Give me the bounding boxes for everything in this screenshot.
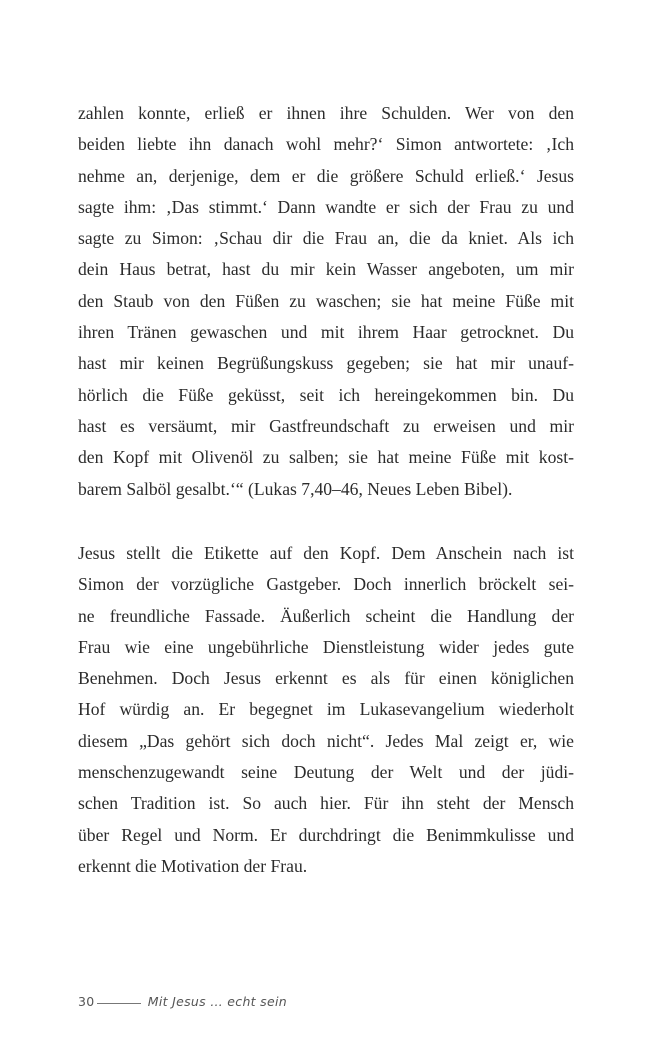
paragraph-2 [78, 538, 574, 882]
footer-rule [97, 1003, 141, 1004]
book-title: Mit Jesus … echt sein [147, 994, 287, 1009]
text-line: Benehmen. Doch Jesus erkennt es als für einen königlichen [78, 668, 574, 689]
text-line: beiden liebte ihn danach wohl mehr?‘ Simon antwortete: ‚Ich [78, 134, 574, 155]
text-line: diesem „Das gehört sich doch nicht“. Jedes Mal zeigt er, wie [78, 730, 574, 751]
text-line: den Kopf mit Olivenöl zu salben; sie hat meine Füße mit kost- [78, 447, 574, 468]
text-line: Hof würdig an. Er begegnet im Lukasevangelium wiederholt [78, 699, 574, 720]
page-number: 30 [78, 994, 95, 1009]
text-line: hast mir keinen Begrüßungskuss gegeben; sie hat mir unauf- [78, 353, 574, 374]
text-line: Simon der vorzügliche Gastgeber. Doch innerlich bröckelt sei- [78, 574, 574, 595]
text-line: Frau wie eine ungebührliche Dienstleistung wider jedes gute [78, 636, 574, 657]
text-line: ihren Tränen gewaschen und mit ihrem Haar getrocknet. Du [78, 322, 574, 343]
text-line: sagte zu Simon: ‚Schau dir die Frau an, die da kniet. Als ich [78, 228, 574, 249]
page-footer [78, 994, 287, 1009]
text-line: schen Tradition ist. So auch hier. Für ihn steht der Mensch [78, 793, 574, 814]
text-line: hörlich die Füße geküsst, seit ich hereingekommen bin. Du [78, 384, 574, 405]
paragraph-1 [78, 98, 574, 505]
text-line: erkennt die Motivation der Frau. [78, 855, 308, 876]
text-line: dein Haus betrat, hast du mir kein Wasser angeboten, um mir [78, 259, 574, 280]
text-line: hast es versäumt, mir Gastfreundschaft zu erweisen und mir [78, 415, 574, 436]
text-line: menschenzugewandt seine Deutung der Welt und der jüdi- [78, 762, 574, 783]
text-line: zahlen konnte, erließ er ihnen ihre Schulden. Wer von den [78, 103, 574, 123]
text-line: Jesus stellt die Etikette auf den Kopf. Dem Anschein nach ist [78, 543, 574, 563]
text-line: den Staub von den Füßen zu waschen; sie hat meine Füße mit [78, 290, 574, 311]
text-line: ne freundliche Fassade. Äußerlich scheint die Handlung der [78, 605, 574, 626]
text-line: nehme an, derjenige, dem er die größere Schuld erließ.‘ Jesus [78, 165, 574, 186]
text-line: barem Salböl gesalbt.‘“ (Lukas 7,40–46, Neues Leben Bibel). [78, 478, 513, 499]
text-line: sagte ihm: ‚Das stimmt.‘ Dann wandte er sich der Frau zu und [78, 196, 574, 217]
text-line: über Regel und Norm. Er durchdringt die Benimmkulisse und [78, 824, 574, 845]
